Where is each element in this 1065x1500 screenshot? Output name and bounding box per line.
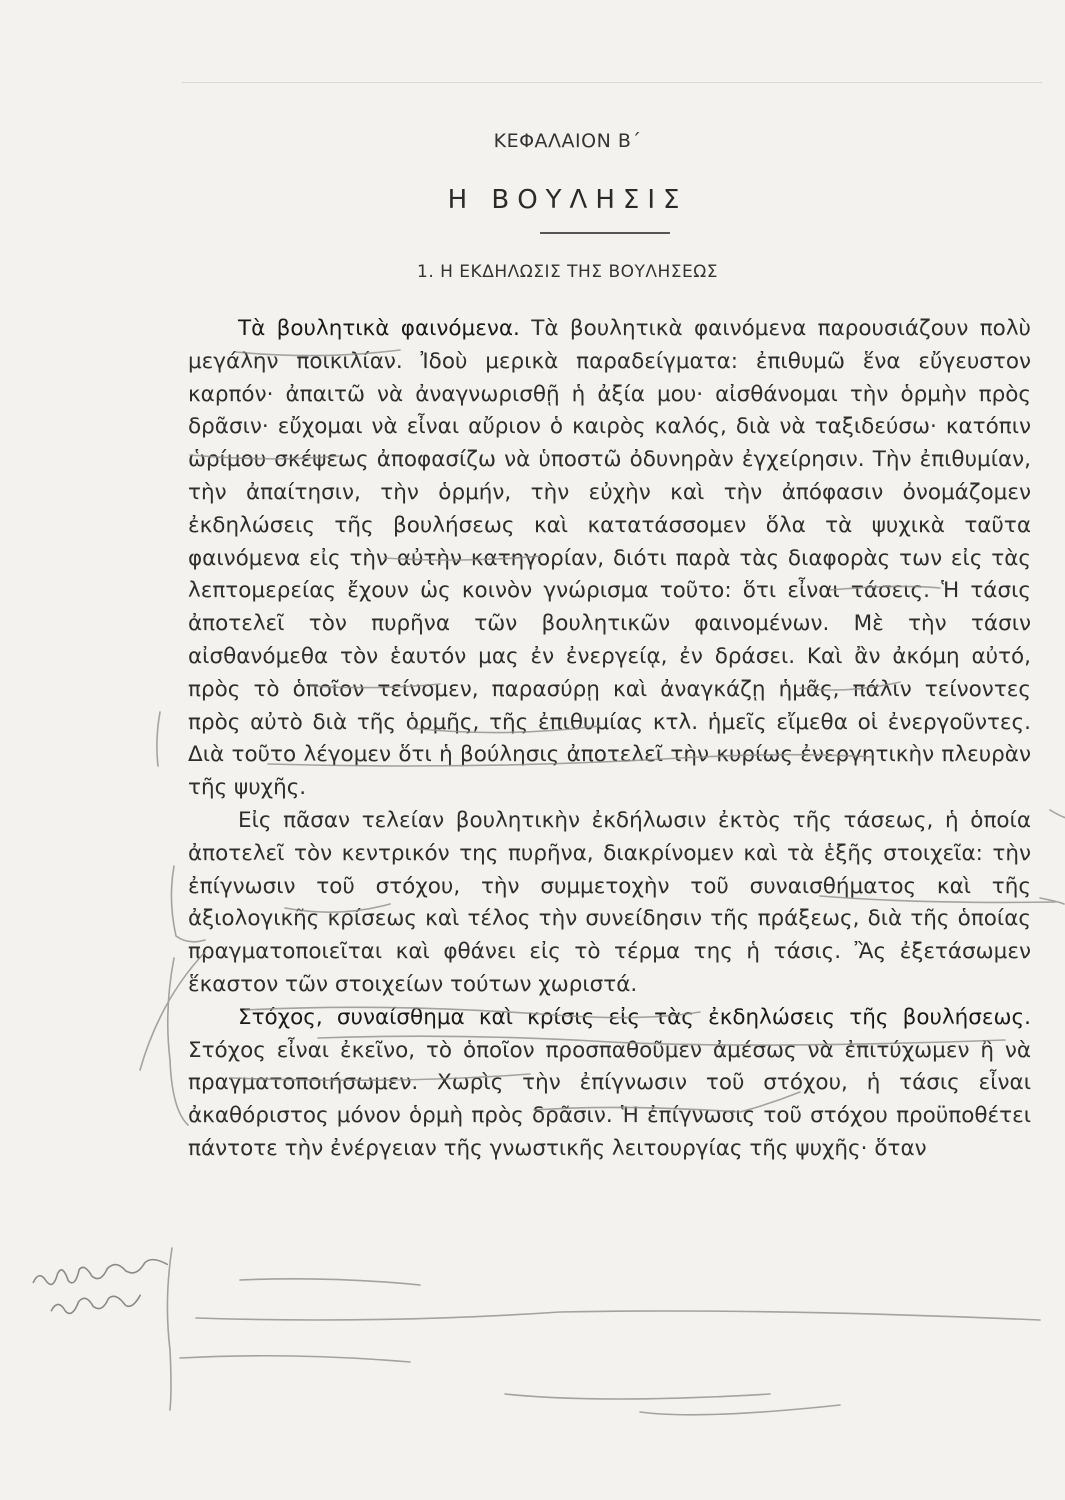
paragraph-3 bbox=[188, 1002, 1031, 1166]
paragraph-2 bbox=[188, 805, 1031, 1002]
title-underline bbox=[540, 232, 670, 234]
paragraph-text: Τὰ βουλητικὰ φαινόμενα παρουσιάζουν πολὺ μεγάλην ποικιλίαν. Ἰδοὺ μερικὰ παραδείγματα: ἐπιθυμῶ ἕνα εὔγευστον καρπόν· ἀπαιτῶ νὰ ἀναγνωρισθῇ ἡ ἀξία μου· αἰσθάνομαι τὴν ὁρμὴν πρὸς δρᾶσιν· εὔχομαι νὰ εἶναι αὔριον ὁ καιρὸς καλός, διὰ νὰ ταξιδεύσω· κατόπιν ὡρίμου σκέψεως ἀποφασίζω νὰ ὑποστῶ ὀδυνηρὰν ἐγχείρησιν. Τὴν ἐπιθυμίαν, τὴν ἀπαίτησιν, τὴν ὁρμήν, τὴν εὐχὴν καὶ τὴν ἀπόφασιν ὀνομάζομεν ἐκδηλώσεις τῆς βουλήσεως καὶ κατατάσσομεν ὅλα τὰ ψυχικὰ ταῦτα φαινόμενα εἰς τὴν αὐτὴν κατηγορίαν, διότι παρὰ τὰς διαφορὰς των εἰς τὰς λεπτομερείας ἔχουν ὡς κοινὸν γνώρισμα τοῦτο: ὅτι εἶναι τάσεις. Ἡ τάσις ἀποτελεῖ τὸν πυρῆνα τῶν βουλητικῶν φαινομένων. Μὲ τὴν τάσιν αἰσθανόμεθα τὸν ἑαυτόν μας ἐν ἐνεργείᾳ, ἐν δράσει. Καὶ ἂν ἀκόμη αὐτό, πρὸς τὸ ὁποῖον τείνομεν, παρασύρῃ καὶ ἀναγκάζῃ ἡμᾶς, πάλιν τείνοντες πρὸς αὐτὸ διὰ τῆς ὁρμῆς, τῆς ἐπιθυμίας κτλ. ἡμεῖς εἴμεθα οἱ ἐνεργοῦντες. Διὰ τοῦτο λέγομεν ὅτι ἡ βούλησις ἀποτελεῖ τὴν κυρίως ἐνεργητικὴν πλευρὰν τῆς ψυχῆς. bbox=[188, 316, 1031, 801]
paragraph-1 bbox=[188, 313, 1031, 805]
body-text bbox=[188, 313, 1031, 1166]
paragraph-text: Εἰς πᾶσαν τελείαν βουλητικὴν ἐκδήλωσιν ἐκτὸς τῆς τάσεως, ἡ ὁποία ἀποτελεῖ τὸν κεντρικόν της πυρῆνα, διακρίνομεν καὶ τὰ ἑξῆς στοιχεῖα: τὴν ἐπίγνωσιν τοῦ στόχου, τὴν συμμετοχὴν τοῦ συναισθήματος καὶ τῆς ἀξιολογικῆς κρίσεως καὶ τέλος τὴν συνείδησιν τῆς πράξεως, διὰ τῆς ὁποίας πραγματοποιεῖται καὶ φθάνει εἰς τὸ τέρμα της ἡ τάσις. Ἂς ἐξετάσωμεν ἕκαστον τῶν στοιχείων τούτων χωριστά. bbox=[188, 807, 1031, 997]
handwritten-margin-note bbox=[26, 1247, 184, 1342]
paragraph-term: Στόχος, συναίσθημα καὶ κρίσις εἰς τὰς ἐκδηλώσεις τῆς βουλήσεως. bbox=[238, 1004, 1031, 1030]
page-title: Η ΒΟΥΛΗΣΙΣ bbox=[447, 185, 688, 215]
paragraph-text: Στόχος εἶναι ἐκεῖνο, τὸ ὁποῖον προσπαθοῦμεν ἀμέσως νὰ ἐπιτύχωμεν ἢ νὰ πραγματοποιήσωμεν. Χωρὶς τὴν ἐπίγνωσιν τοῦ στόχου, ἡ τάσις εἶναι ἀκαθόριστος μόνον ὁρμὴ πρὸς δρᾶσιν. Ἡ ἐπίγνωσις τοῦ στόχου προϋποθέτει πάντοτε τὴν ἐνέργειαν τῆς γνωστικῆς λειτουργίας τῆς ψυχῆς· ὅταν bbox=[188, 1037, 1031, 1161]
section-heading: 1. Η ΕΚΔΗΛΩΣΙΣ ΤΗΣ ΒΟΥΛΗΣΕΩΣ bbox=[417, 262, 718, 282]
paragraph-term: Τὰ βουλητικὰ φαινόμενα. bbox=[238, 316, 520, 341]
chapter-heading: ΚΕΦΑΛΑΙΟΝ Β΄ bbox=[493, 130, 642, 152]
header-rule bbox=[182, 82, 1042, 83]
margin-scribble-icon bbox=[26, 1247, 182, 1332]
